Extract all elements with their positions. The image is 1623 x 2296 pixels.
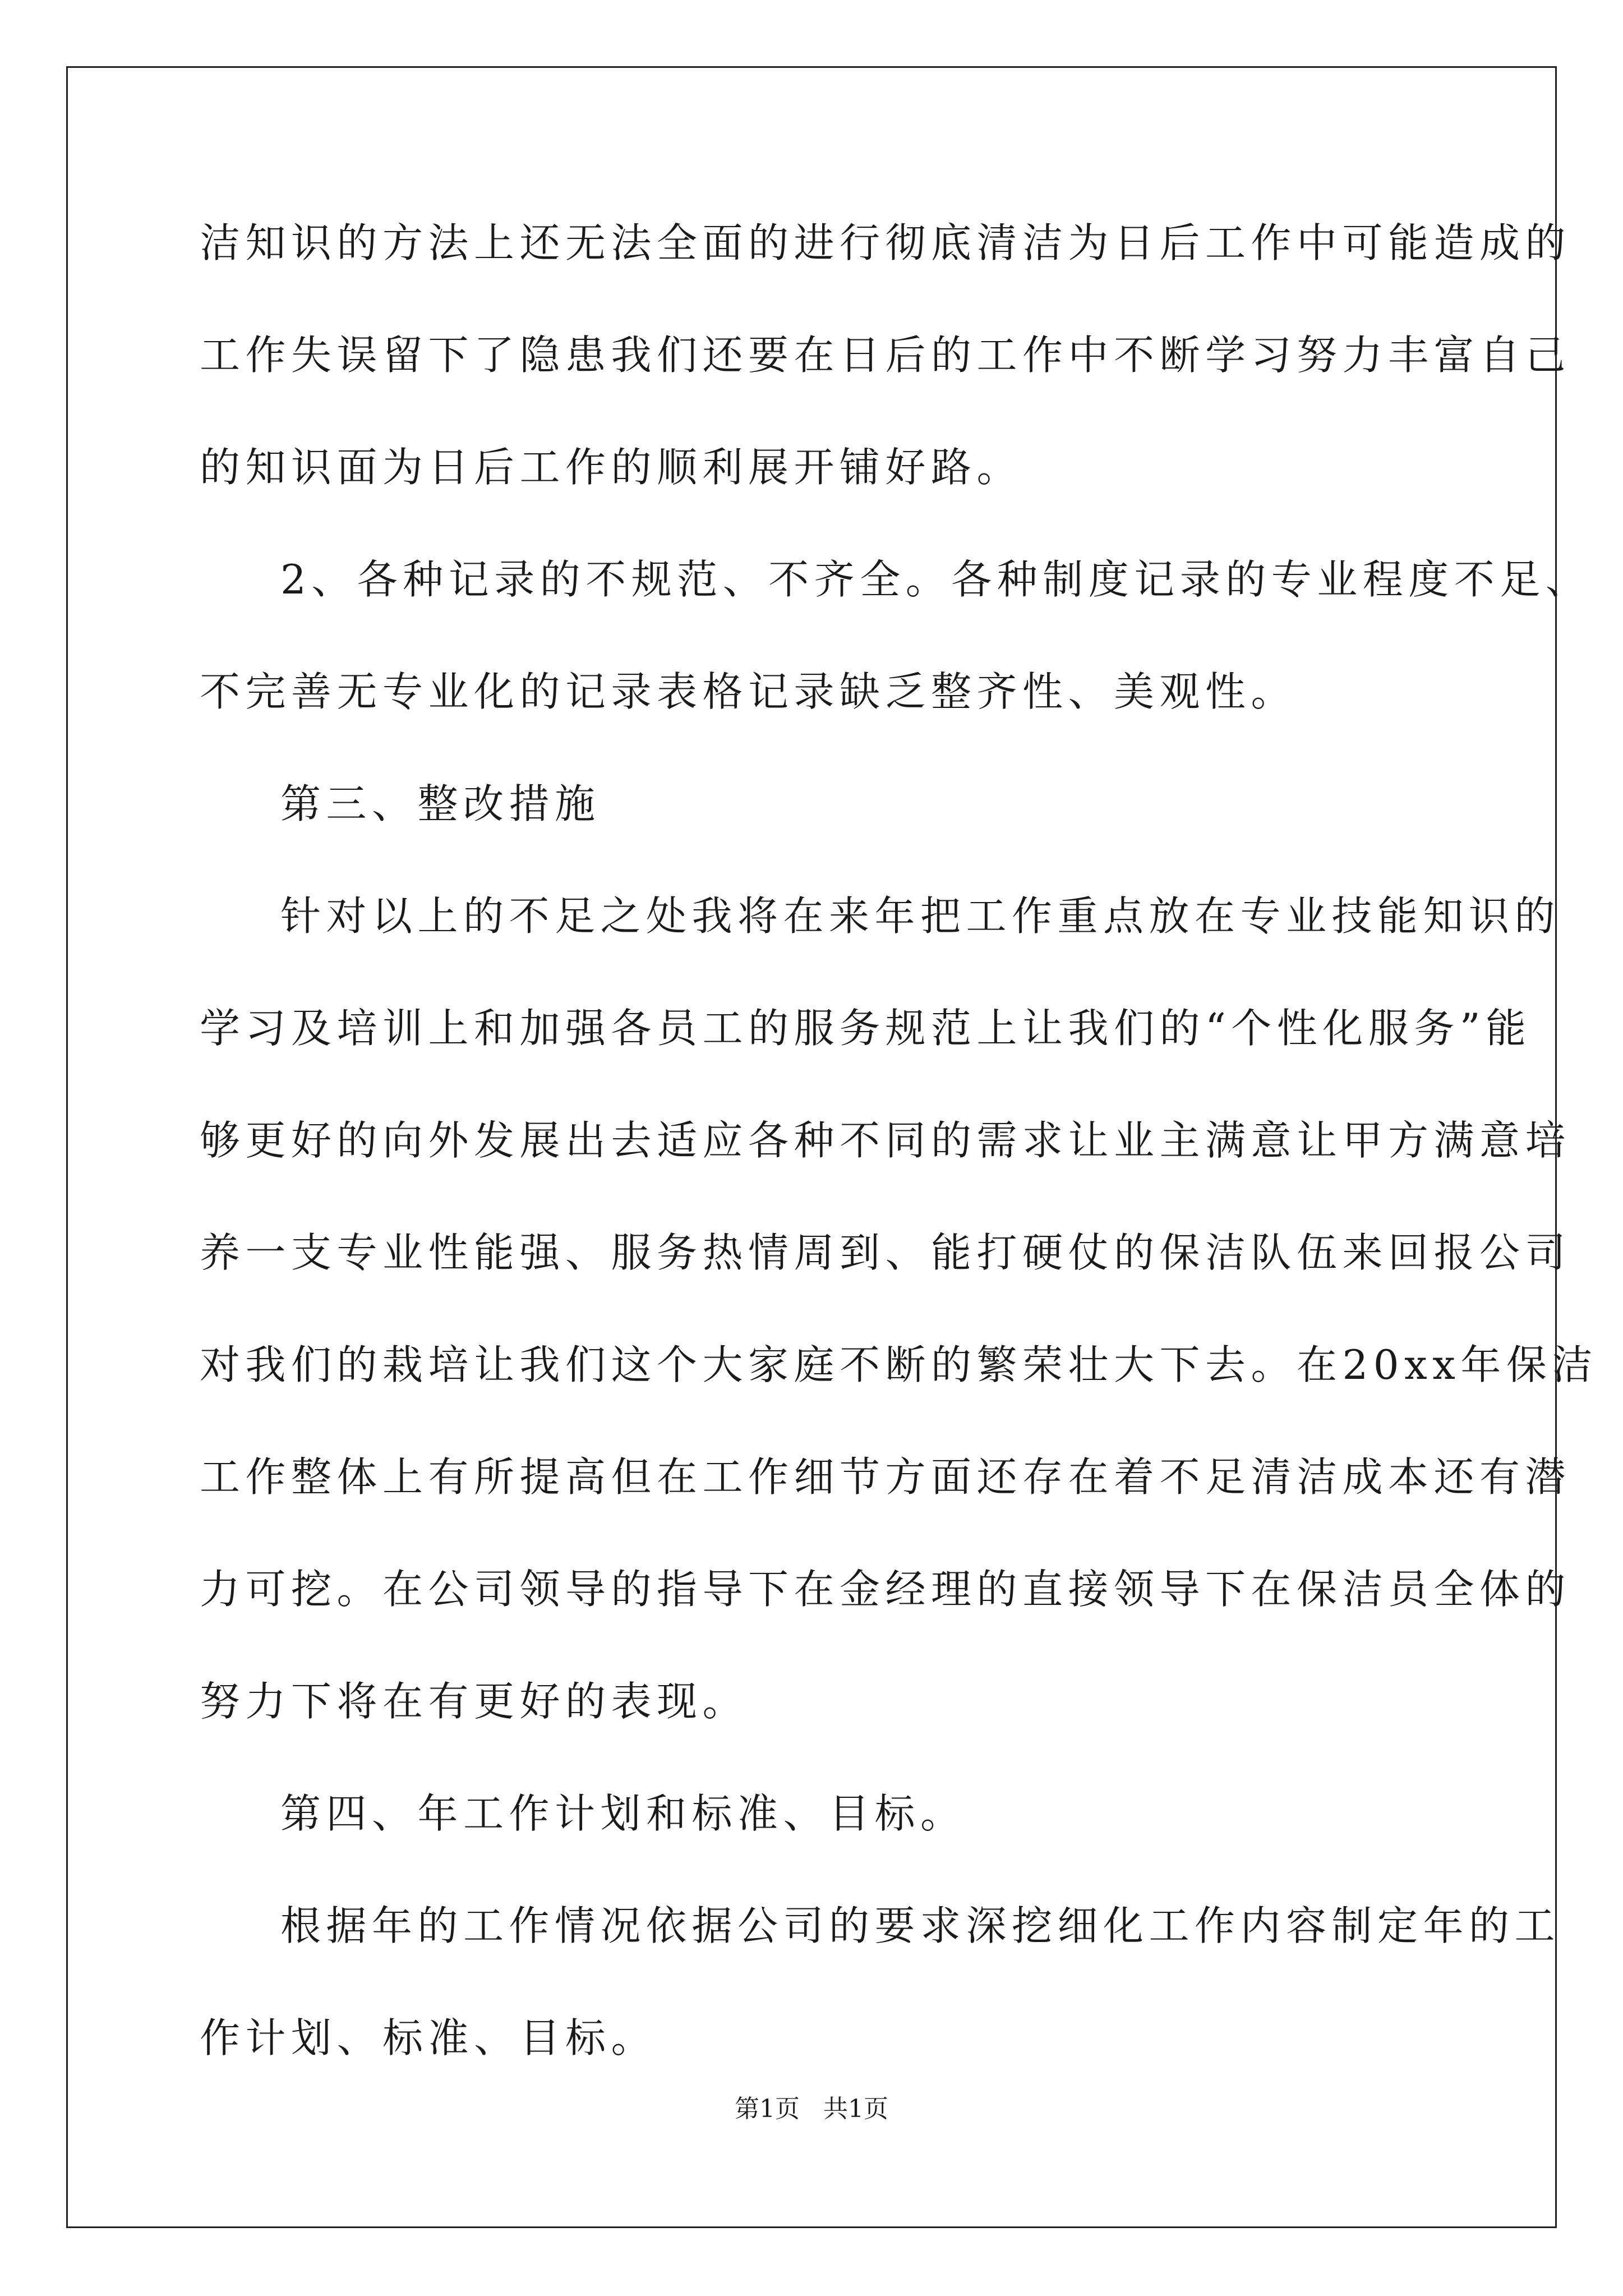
page-number: 第1页 <box>735 2095 800 2123</box>
body-line-5: 不完善无专业化的记录表格记录缺乏整齐性、美观性。 <box>200 668 1297 715</box>
body-line-2: 工作失误留下了隐患我们还要在日后的工作中不断学习努力丰富自己 <box>200 332 1571 379</box>
body-line-9: 够更好的向外发展出去适应各种不同的需求让业主满意让甲方满意培 <box>200 1117 1571 1164</box>
body-line-17: 作计划、标准、目标。 <box>200 2014 657 2062</box>
body-line-7: 针对以上的不足之处我将在来年把工作重点放在专业技能知识的 <box>280 892 1561 940</box>
section-heading-3: 第三、整改措施 <box>280 780 601 827</box>
page-total: 共1页 <box>823 2095 888 2123</box>
section-heading-4: 第四、年工作计划和标准、目标。 <box>280 1790 966 1837</box>
body-line-8: 学习及培训上和加强各员工的服务规范上让我们的“个性化服务”能 <box>200 1005 1532 1052</box>
body-line-3: 的知识面为日后工作的顺利展开铺好路。 <box>200 444 1023 491</box>
body-line-13: 力可挖。在公司领导的指导下在金经理的直接领导下在保洁员全体的 <box>200 1566 1571 1613</box>
page-footer <box>0 2092 1623 2126</box>
body-line-1: 洁知识的方法上还无法全面的进行彻底清洁为日后工作中可能造成的 <box>200 219 1571 266</box>
body-line-4: 2、各种记录的不规范、不齐全。各种制度记录的专业程度不足、 <box>280 556 1592 603</box>
body-line-10: 养一支专业性能强、服务热情周到、能打硬仗的保洁队伍来回报公司 <box>200 1229 1571 1276</box>
body-line-16: 根据年的工作情况依据公司的要求深挖细化工作内容制定年的工 <box>280 1902 1561 1949</box>
body-line-14: 努力下将在有更好的表现。 <box>200 1678 749 1725</box>
body-line-11: 对我们的栽培让我们这个大家庭不断的繁荣壮大下去。在20xx年保洁 <box>200 1341 1598 1388</box>
body-line-12: 工作整体上有所提高但在工作细节方面还存在着不足清洁成本还有潜 <box>200 1453 1571 1501</box>
